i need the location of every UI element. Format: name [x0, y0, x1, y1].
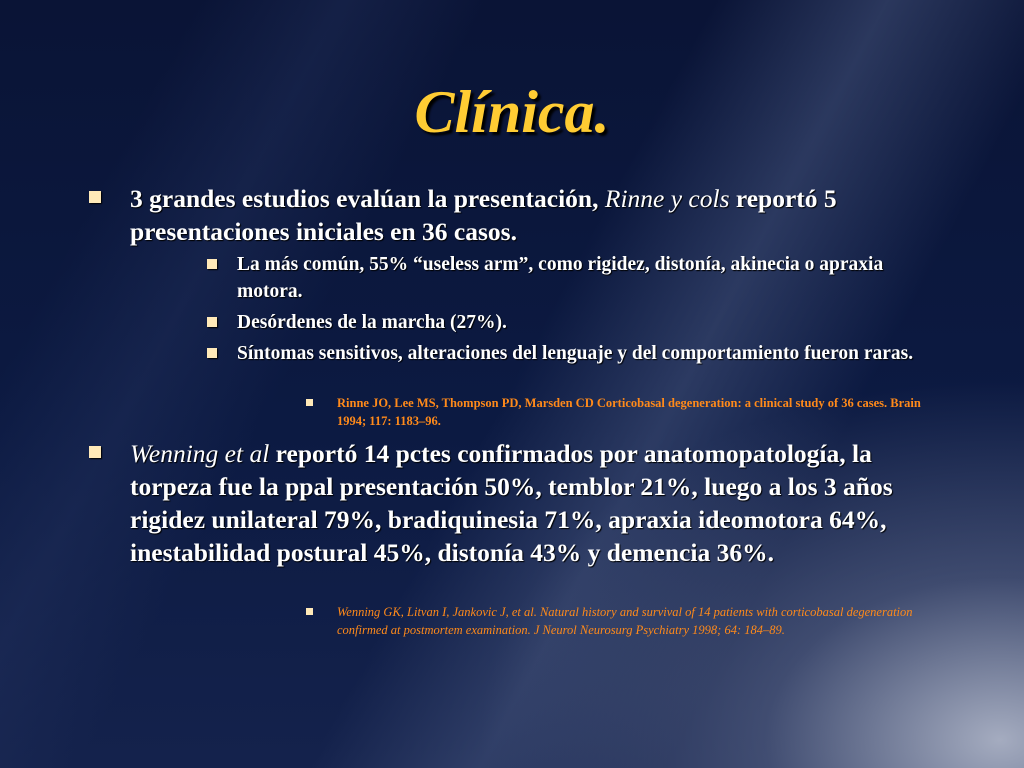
subitem-useless-arm [237, 251, 937, 305]
subitem-marcha [237, 309, 937, 336]
square-bullet-icon [89, 446, 101, 458]
bullet-wenning [130, 437, 940, 569]
subitem-text: Síntomas sensitivos, alteraciones del lenguaje y del comportamiento fueron raras. [237, 343, 914, 364]
bullet-rinne [130, 182, 940, 248]
reference-wenning-text: Wenning GK, Litvan I, Jankovic J, et al. Natural history and survival of 14 patients with corticobasal degeneration confirmed at postmortem examination. J Neurol Neurosurg Psychiatry 1998; 64: 184–89. [337, 605, 913, 637]
bullet-rinne-text-a: 3 grandes estudios evalúan la presentación, [130, 184, 605, 213]
subitem-text: Desórdenes de la marcha (27%). [237, 312, 507, 333]
square-bullet-icon [306, 608, 313, 615]
subitem-text: La más común, 55% “useless arm”, como rigidez, distonía, akinecia o apraxia motora. [237, 254, 884, 302]
square-bullet-icon [207, 348, 217, 358]
bullet-wenning-author: Wenning et al [130, 439, 270, 468]
slide-title: Clínica. [414, 79, 610, 145]
subitem-sensitivos [237, 340, 937, 367]
bullet-wenning-text: reportó 14 pctes confirmados por anatomopatología, la torpeza fue la ppal presentación 50%, temblor 21%, luego a los 3 años rigidez unilateral 79%, bradiquinesia 71%, apraxia ideomotora 64%, inestabilidad postural 45%, distonía 43% y demencia 36%. [130, 439, 893, 567]
square-bullet-icon [207, 259, 217, 269]
bullet-rinne-author: Rinne y cols [604, 184, 730, 213]
square-bullet-icon [89, 191, 101, 203]
square-bullet-icon [207, 317, 217, 327]
reference-wenning [337, 603, 937, 639]
reference-rinne [337, 394, 937, 430]
bullet-rinne-text-b: reportó 5 presentaciones iniciales en 36 casos. [130, 184, 837, 246]
square-bullet-icon [306, 399, 313, 406]
reference-rinne-text: Rinne JO, Lee MS, Thompson PD, Marsden CD Corticobasal degeneration: a clinical study of 36 cases. Brain 1994; 117: 1183–96. [337, 396, 921, 428]
